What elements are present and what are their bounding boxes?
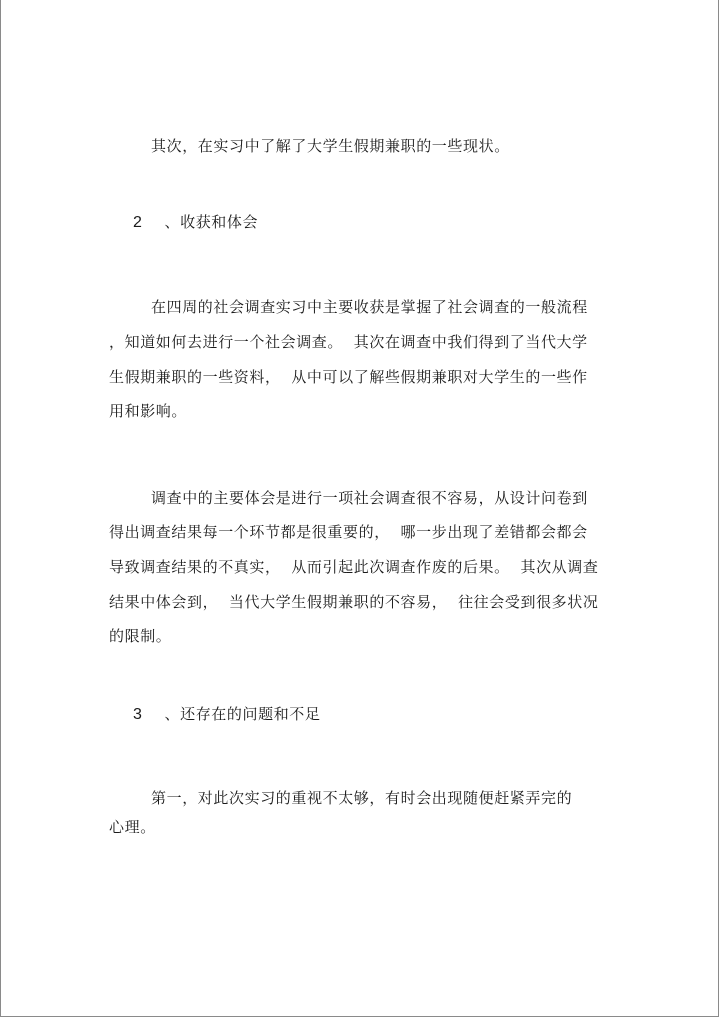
paragraph-line: 调查中的主要体会是进行一项社会调查很不容易，从设计问卷到 [151,489,588,507]
section-heading-2 [133,212,258,233]
section-number: 3 [133,706,143,723]
paragraph-line: 的限制。 [109,627,172,645]
paragraph-line: 其次，在实习中了解了大学生假期兼职的一些现状。 [151,137,510,155]
paragraph-line: 得出调查结果每一个环节都是很重要的， 哪一步出现了差错都会都会 [109,523,588,541]
section-number: 2 [133,214,143,231]
paragraph-line: 结果中体会到， 当代大学生假期兼职的不容易， 往往会受到很多状况 [109,593,599,611]
paragraph-line: 在四周的社会调查实习中主要收获是掌握了社会调查的一般流程 [151,298,588,316]
paragraph-line: 导致调查结果的不真实， 从而引起此次调查作废的后果。 其次从调查 [109,558,599,576]
paragraph-line: 第一，对此次实习的重视不太够，有时会出现随便赶紧弄完的 [151,789,573,807]
section-title: 、还存在的问题和不足 [164,705,321,723]
section-heading-3 [133,704,321,725]
paragraph-line: 生假期兼职的一些资料， 从中可以了解些假期兼职对大学生的一些作 [109,368,588,386]
paragraph-line: ，知道如何去进行一个社会调查。 其次在调查中我们得到了当代大学 [109,333,588,351]
paragraph-line: 心理。 [109,818,156,836]
paragraph-line: 用和影响。 [109,402,188,420]
section-title: 、收获和体会 [164,213,259,231]
